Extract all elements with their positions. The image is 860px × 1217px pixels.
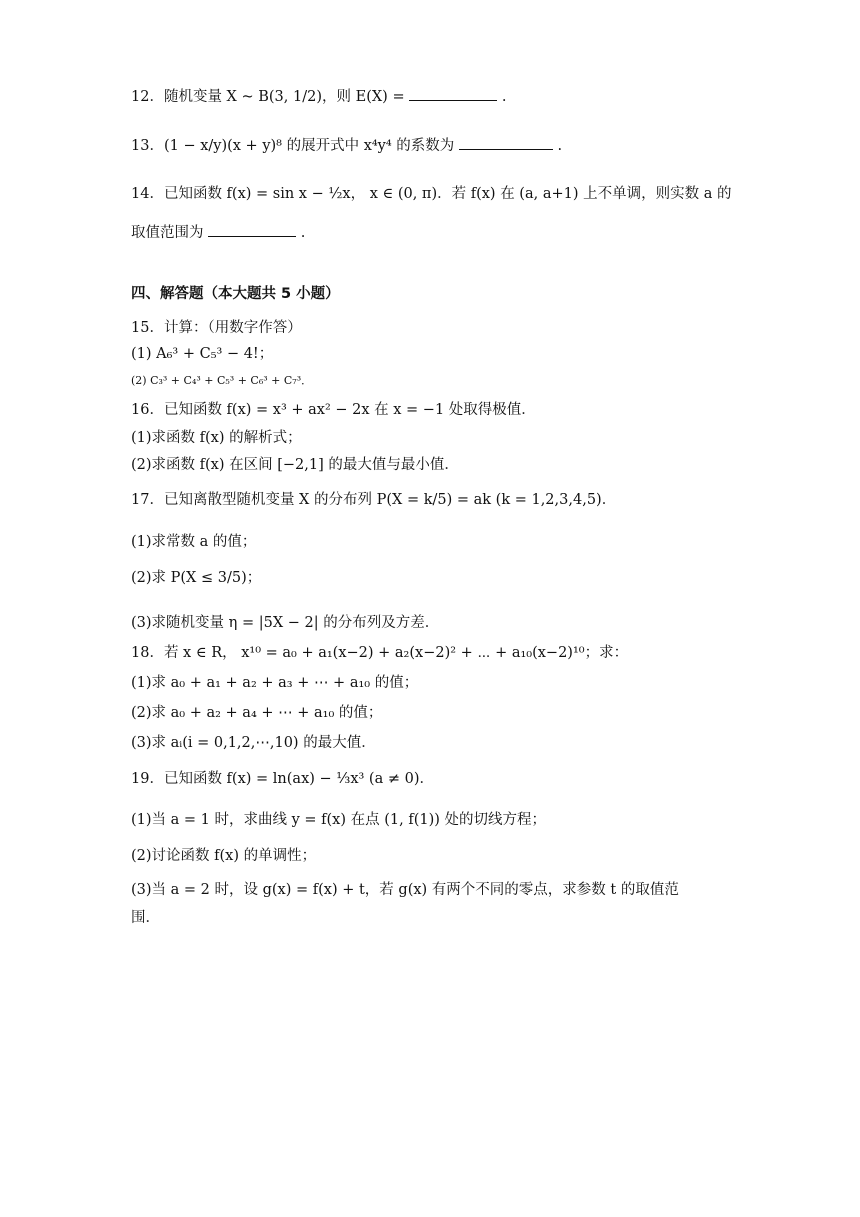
question-18-part-3: (3)求 aᵢ(i = 0,1,2,⋯,10) 的最大值． (131, 735, 376, 751)
question-19: 19．已知函数 f(x) = ln(ax) − ⅓x³ (a ≠ 0)． (131, 771, 434, 787)
section-title-4: 四、解答题（本大题共 5 小题） (131, 286, 340, 302)
question-18: 18．若 x ∈ R， x¹⁰ = a₀ + a₁(x−2) + a₂(x−2)² + ⋯ + a₁₀(x−2)¹⁰；求： (131, 645, 629, 661)
answer-blank-12[interactable] (409, 86, 497, 101)
question-18-part-1: (1)求 a₀ + a₁ + a₂ + a₃ + ⋯ + a₁₀ 的值； (131, 675, 419, 691)
question-13: 13．(1 − x/y)(x + y)⁸ 的展开式中 x⁴y⁴ 的系数为 . (131, 135, 562, 156)
question-19-part-3-line-2: 围． (131, 910, 160, 926)
question-15: 15．计算：（用数字作答） (131, 320, 302, 336)
question-17-part-3: (3)求随机变量 η = |5X − 2| 的分布列及方差． (131, 615, 440, 631)
question-15-part-1: (1) A₆³ + C₅³ − 4!； (131, 346, 274, 362)
question-16-part-1: (1)求函数 f(x) 的解析式； (131, 430, 302, 446)
question-12-text: 12．随机变量 X ~ B(3, 1/2)，则 E(X) = (131, 89, 405, 105)
answer-blank-14[interactable] (208, 222, 296, 237)
question-18-part-2: (2)求 a₀ + a₂ + a₄ + ⋯ + a₁₀ 的值； (131, 705, 383, 721)
question-17-part-1: (1)求常数 a 的值； (131, 534, 257, 550)
question-17: 17．已知离散型随机变量 X 的分布列 P(X = k/5) = ak (k = 1,2,3,4,5)． (131, 492, 617, 508)
question-12: 12．随机变量 X ~ B(3, 1/2)，则 E(X) = . (131, 86, 506, 107)
question-15-part-2: (2) C₃³ + C₄³ + C₅³ + C₆³ + C₇³． (131, 374, 313, 387)
question-14-line-1: 14．已知函数 f(x) = sin x − ½x， x ∈ (0, π)．若 f(x) 在 (a, a+1) 上不单调，则实数 a 的 (131, 186, 732, 202)
question-19-part-3-line-1: (3)当 a = 2 时，设 g(x) = f(x) + t，若 g(x) 有两个不同的零点，求参数 t 的取值范 (131, 882, 679, 898)
question-17-part-2: (2)求 P(X ≤ 3/5)； (131, 570, 262, 586)
answer-blank-13[interactable] (459, 135, 553, 150)
question-16: 16．已知函数 f(x) = x³ + ax² − 2x 在 x = −1 处取得极值． (131, 402, 536, 418)
question-14-line-2: 取值范围为 . (131, 222, 305, 243)
question-13-text: 13．(1 − x/y)(x + y)⁸ 的展开式中 x⁴y⁴ 的系数为 (131, 138, 455, 154)
question-16-part-2: (2)求函数 f(x) 在区间 [−2,1] 的最大值与最小值． (131, 457, 459, 473)
question-19-part-2: (2)讨论函数 f(x) 的单调性； (131, 848, 317, 864)
question-19-part-1: (1)当 a = 1 时，求曲线 y = f(x) 在点 (1, f(1)) 处的切线方程； (131, 812, 547, 828)
